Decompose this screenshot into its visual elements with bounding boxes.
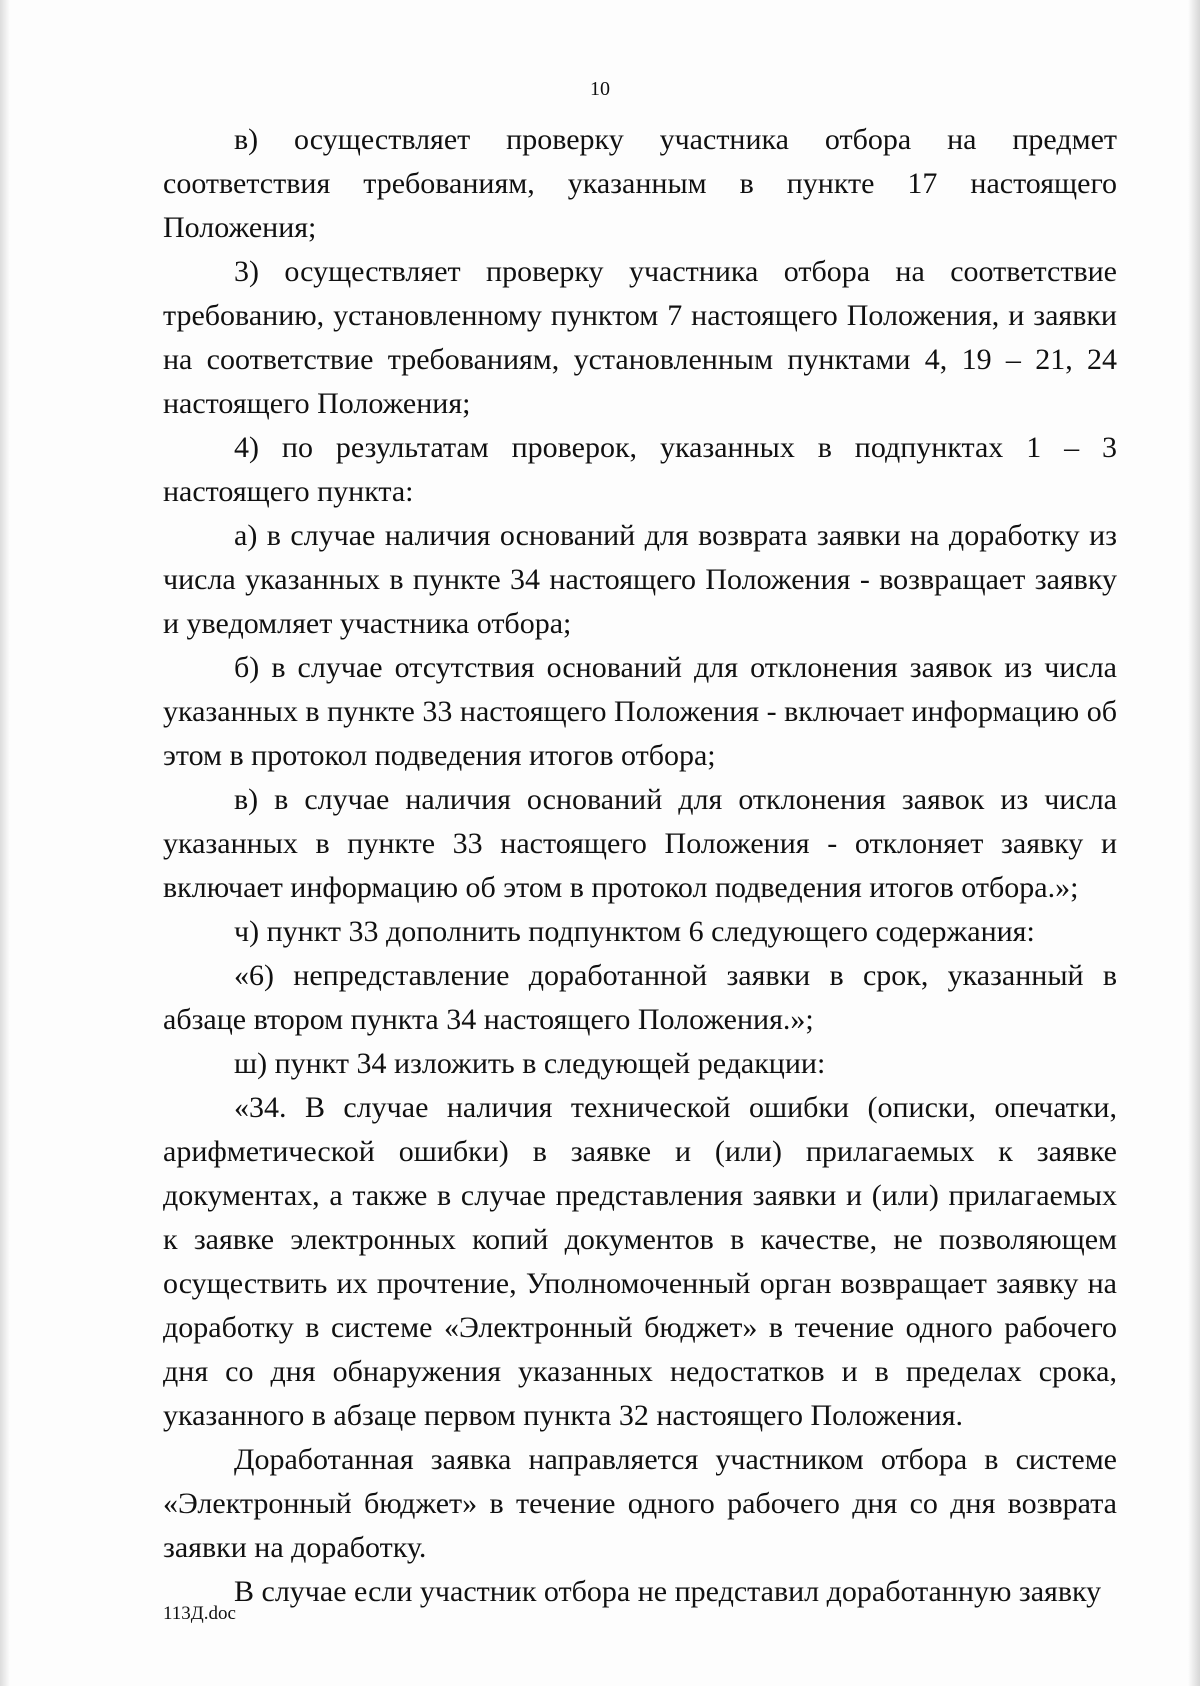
paragraph-4-results: 4) по результатам проверок, указанных в подпунктах 1 – 3 настоящего пункта: [163, 431, 1117, 508]
footer-filename: 113Д.doc [163, 1603, 236, 1624]
paragraph-v-reject-application: в) в случае наличия оснований для отклонения заявок из числа указанных в пункте 33 настоящего Положения - отклоняет заявку и включает информацию об этом в протокол подведения итогов отбора.»; [163, 783, 1117, 904]
paragraph-b-include-protocol: б) в случае отсутствия оснований для отклонения заявок из числа указанных в пункте 33 настоящего Положения - включает информацию об этом в протокол подведения итогов отбора; [163, 651, 1117, 772]
paragraph-sh-restate-item-34: ш) пункт 34 изложить в следующей редакции: [234, 1047, 826, 1080]
paragraph-subitem-6: «6) непредставление доработанной заявки в срок, указанный в абзаце втором пункта 34 настоящего Положения.»; [163, 959, 1117, 1036]
paragraph-revised-application: Доработанная заявка направляется участником отбора в системе «Электронный бюджет» в течение одного рабочего дня со дня возврата заявки на доработку. [163, 1443, 1117, 1564]
scan-edge-left [0, 0, 10, 1686]
document-body [163, 118, 1117, 1614]
paragraph-a-return-application: а) в случае наличия оснований для возврата заявки на доработку из числа указанных в пункте 34 настоящего Положения - возвращает заявку и уведомляет участника отбора; [163, 519, 1117, 640]
scan-edge-right [1188, 0, 1200, 1686]
page-number: 10 [590, 78, 610, 100]
paragraph-item-34-text: «34. В случае наличия технической ошибки (описки, опечатки, арифметической ошибки) в заявке и (или) прилагаемых к заявке документах, а также в случае представления заявки и (или) прилагаемых к заявке электронных копий документов в качестве, не позволяющем осуществить их прочтение, Уполномоченный орган возвращает заявку на доработку в системе «Электронный бюджет» в течение одного рабочего дня со дня обнаружения указанных недостатков и в пределах срока, указанного в абзаце первом пункта 32 настоящего Положения. [163, 1091, 1117, 1432]
paragraph-not-submitted: В случае если участник отбора не представил доработанную заявку [234, 1575, 1102, 1608]
paragraph-3-check-compliance: 3) осуществляет проверку участника отбора на соответствие требованию, установленному пунктом 7 настоящего Положения, и заявки на соответствие требованиям, установленным пунктами 4, 19 – 21, 24 настоящего Положения; [163, 255, 1117, 420]
paragraph-ch-amend-item-33: ч) пункт 33 дополнить подпунктом 6 следующего содержания: [234, 915, 1035, 948]
paragraph-v-check-requirements: в) осуществляет проверку участника отбора на предмет соответствия требованиям, указанным в пункте 17 настоящего Положения; [163, 123, 1117, 244]
